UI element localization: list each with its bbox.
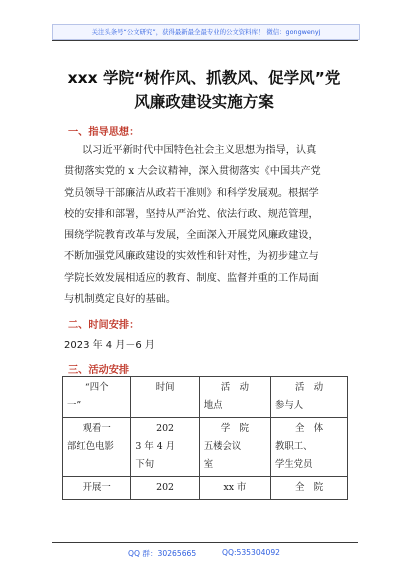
footer-qq-number: QQ:535304092 (222, 548, 280, 557)
paragraph-line: 以习近平新时代中国特色社会主义思想为指导，认真 (82, 145, 317, 156)
table-cell: 全 院 (271, 477, 348, 500)
schedule-date-range: 2023 年 4 月－6 月 (64, 340, 155, 351)
document-title-line-2: 风廉政建设实施方案 (134, 93, 274, 111)
header-cell-location: 活 动 地点 (199, 377, 270, 418)
document-title-line-1: xxx 学院“树作风、抓教风、促学风”党 (67, 69, 341, 87)
header-cell-time: 时间 (131, 377, 199, 418)
activity-table (62, 376, 348, 500)
section-heading-activities: 三、活动安排 (68, 365, 130, 376)
header-cell-four-ones: “四个 一” (63, 377, 131, 418)
table-cell: xx 市 (199, 477, 270, 500)
table-cell: 全 体 教职工、 学生党员 (271, 418, 348, 477)
table-cell: 学 院 五楼会议 室 (199, 418, 270, 477)
guiding-ideology-paragraph (64, 140, 354, 310)
paragraph-line: 党员领导干部廉洁从政若干准则》和科学发展观。根据学 (64, 187, 319, 199)
table-cell: 开展一 (63, 477, 131, 500)
paragraph-line: 围绕学院教育改革与发展，全面深入开展党风廉政建设， (64, 230, 319, 242)
table-cell: 202 (131, 477, 199, 500)
footer-qq-group: QQ 群：30265665 (128, 549, 197, 558)
footer-divider (52, 542, 358, 543)
section-heading-guiding-ideology: 一、指导思想： (68, 127, 140, 138)
paragraph-line: 贯彻落实党的 x 大会议精神，深入贯彻落实《中国共产党 (64, 166, 321, 178)
top-banner: 关注头条号“公文研究”，获得最新最全最专业的公文资料库！ 微信：gongwenyj (52, 24, 360, 40)
paragraph-line: 不断加强党风廉政建设的实效性和针对性，为初步建立与 (64, 251, 319, 263)
table-cell: 202 3 年 4 月 下旬 (131, 418, 199, 477)
paragraph-line: 与机制奠定良好的基础。 (64, 294, 177, 306)
table-header-row (63, 377, 348, 418)
table-row (63, 477, 348, 500)
table-cell: 观看一 部红色电影 (63, 418, 131, 477)
header-cell-participants: 活 动 参与人 (271, 377, 348, 418)
header-divider (52, 40, 358, 41)
paragraph-line: 学院长效发展相适应的教育、制度、监督并重的工作局面 (64, 272, 319, 284)
paragraph-line: 校的安排和部署，坚持从严治党、依法行政、规范管理， (64, 208, 319, 220)
section-heading-schedule: 二、时间安排： (68, 320, 140, 331)
table-row (63, 418, 348, 477)
